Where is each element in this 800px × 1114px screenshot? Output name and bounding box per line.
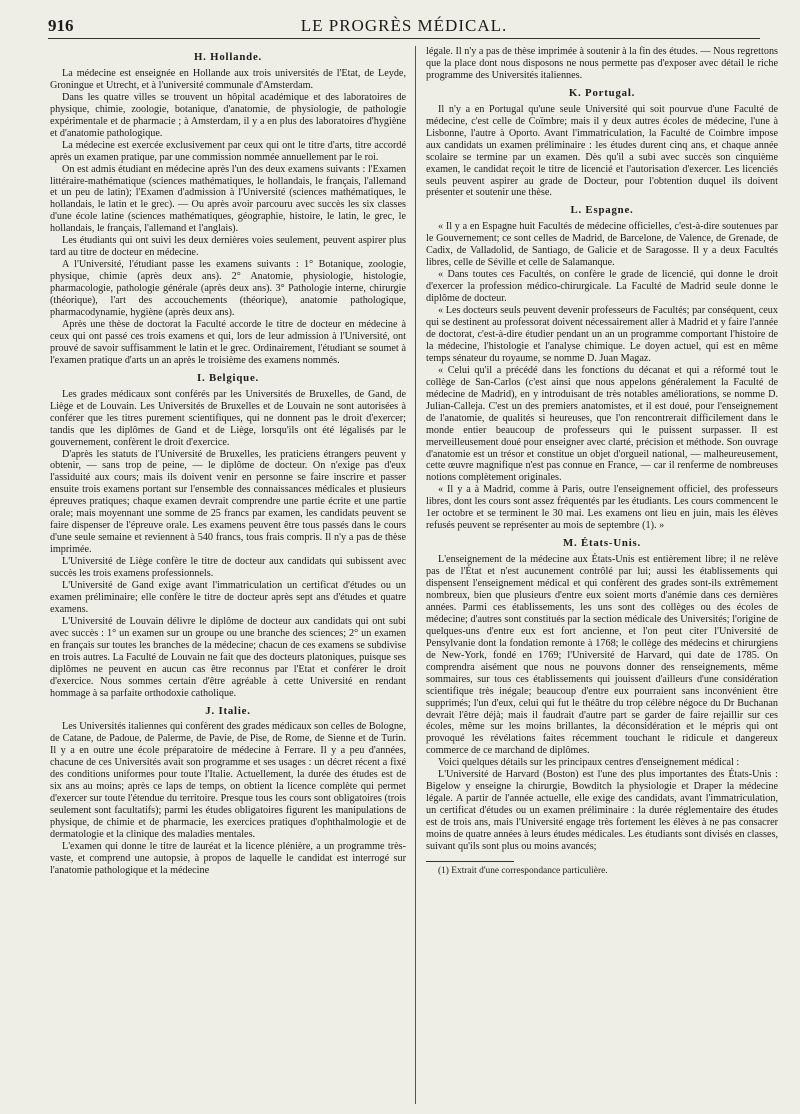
- paragraph: « Il y a à Madrid, comme à Paris, outre l'enseignement officiel, des professeurs libres, dont les cours sont assez fréquentés par les étudiants. Les cours commencent le 1er octobre et se terminent le 30 mai. Les examens ont lieu en juin, mais les élèves refusés peuvent se représenter au mois de septembre (1). »: [426, 484, 778, 532]
- paragraph: L'Université de Liège confère le titre de docteur aux candidats qui subissent avec succès les trois examens professionnels.: [50, 556, 406, 580]
- paragraph: L'enseignement de la médecine aux États-Unis est entièrement libre; il ne relève pas de l'État et n'est aucunement contrôlé par lui; aussi les établissements qui dispensent l'enseignement médical et qui confèrent des grades sont-ils extrêmement nombreux, bien que plusieurs d'entre eux soient morts d'anémie dans ces dernières années. Parmi ces établissements, les uns sont des collèges ou des écoles de médecine; d'autres sont constitués par la section médicale des Universités; l'origine de quelques-uns d'entre eux est fort ancienne, et l'on peut citer l'Université de Pensylvanie dont la fondation remonte à 1768; le collège des médecins et chirurgiens de New-York, fondé en 1769; l'Université de Harvard, qui date de 1785. On comprendra aisément que nous ne pouvons donner des renseignements, même sommaires, sur tous ces établissements qui jouissent d'ailleurs d'une considération scientifique très inégale; beaucoup d'entre eux pourraient sans inconvénient être supprimés; l'un d'eux, celui qui fut le théâtre du trop célèbre négoce du Dr Buchanan devrait l'être déjà; mais il faudrait d'autre part se garder de faire rejaillir sur ces écoles, même sur les moins brillantes, la déconsidération et le mépris qui ont provoqué les révélations faites récemment touchant le ridicule et dangereux commerce de ce marchand de diplômes.: [426, 554, 778, 757]
- paragraph: Après une thèse de doctorat la Faculté accorde le titre de docteur en médecine à ceux qui ont passé ces trois examens et qui, lors de leur admission à l'Université, ont prouvé de savoir suffisamment le latin et le grec. Ordinairement, l'étudiant se soumet à l'examen pratique d'arts un an après le troisième des examens nommés.: [50, 318, 406, 366]
- paragraph: La médecine est exercée exclusivement par ceux qui ont le titre d'arts, titre accordé après un examen pratique, par une commission nommée annuellement par le roi.: [50, 139, 406, 163]
- paragraph: Il n'y a en Portugal qu'une seule Université qui soit pourvue d'une Faculté de médecine, c'est celle de Coïmbre; mais il y deux autres écoles de médecine, l'une à Lisbonne, l'autre à Oporto. Avant l'immatriculation, la Faculté de Coimbre impose aux candidats un examen préliminaire : les études durent cinq ans, et chaque année scolaire se termine par un examen. Dès qu'il a subi avec succès son cinquième examen, le candidat reçoit le titre de licencié et l'autorisation d'exercer. Les licenciés seuls peuvent aspirer au grade de Docteur, pour l'obtention duquel ils doivent présenter et soutenir une thèse.: [426, 103, 778, 199]
- paragraph: « Celui qu'il a précédé dans les fonctions du décanat et qui a réformé tout le collège de San-Carlos (c'est ainsi que nous appelons généralement la Faculté de médecine de Madrid), en y introduisant de très notables améliorations, se nomme D. Julian-Calleja. C'est un des premiers anatomistes, et il est doué, pour l'enseignement de l'anatomie, de qualités si heureuses, que l'on rencontrerait difficilement dans le monde entier beaucoup de professeurs qui le puissent surpasser. Il est merveilleusement doué pour enseigner avec clarté, précision et méthode. Son ouvrage d'anatomie est un trésor et constitue un objet d'orgueil national, — malheureusement, cette œuvre magnifique n'est pas connue en France, — car il renferme de nombreuses notions complètement originales.: [426, 364, 778, 484]
- paragraph: L'examen qui donne le titre de lauréat et la licence plénière, a un programme très-vaste, et comprend une autopsie, à propos de laquelle le candidat est interrogé sur l'anatomie pathologique et la médecine: [50, 841, 406, 876]
- paragraph: « Dans toutes ces Facultés, on confère le grade de licencié, qui donne le droit d'exercer la profession médico-chirurgicale. La Faculté de Madrid seule donne le diplôme de docteur.: [426, 269, 778, 305]
- paragraph: « Il y a en Espagne huit Facultés de médecine officielles, c'est-à-dire soutenues par le Gouvernement; ce sont celles de Madrid, de Barcelone, de Valence, de Grenade, de Cadix, de Valladolid, de Santiago, de Galicie et de Saragosse. Il y a deux Facultés libres, celle de Séville et celle de Salamanque.: [426, 221, 778, 269]
- section-heading: I. Belgique.: [196, 371, 260, 384]
- paragraph: L'Université de Louvain délivre le diplôme de docteur aux candidats qui ont subi avec succès : 1° un examen sur un groupe ou une branche des sciences; 2° un examen en français sur toutes les branches de la médecine; chacun de ces examens se subdivise en trois autres. La Faculté de Louvain ne fait que des docteurs platoniques, puisque ses diplômes ne peuvent en aucun cas être reconnus par l'Etat et conférer le droit d'exercice. Nous sommes certain d'être agréable à cette Université en rendant hommage à sa parfaite orthodoxie catholique.: [50, 615, 406, 699]
- continued-paragraph: légale. Il n'y a pas de thèse imprimée à soutenir à la fin des études. — Nous regrettons que la place dont nous disposons ne nous permette pas d'exposer avec détail le riche programme des Universités italiennes.: [426, 46, 778, 81]
- paragraph: La médecine est enseignée en Hollande aux trois universités de l'Etat, de Leyde, Groningue et Utrecht, et à l'université communale d'Amsterdam.: [50, 67, 406, 91]
- paragraph: D'après les statuts de l'Université de Bruxelles, les praticiens étrangers peuvent y obtenir, — sans trop de peine, — le diplôme de docteur. On n'exige pas d'eux l'assiduité aux cours; mais ils doivent venir en personne se faire inscrire et passer ensuite trois examens portant sur l'ensemble des connaissances médicales et plusieurs épreuves pratiques; chaque examen devrait comprendre une partie écrite et une partie orale; mais moyennant une somme de 25 francs par examen, les candidats peuvent se faire dispenser de l'épreuve orale. Les examens peuvent être tous passés dans le cours d'une seule semaine et reviennent à 540 francs, tous frais compris. Il n'y a pas de thèse imprimée.: [50, 448, 406, 556]
- paragraph: Dans les quatre villes se trouvent un hôpital académique et des laboratoires de physique, chimie, zoologie, botanique, d'anatomie, de physiologie, de pathologie expérimentale et de pharmacie ; à Amsterdam, il y a en plus des laboratoires d'hygiène et d'anatomie pathologique.: [50, 91, 406, 139]
- footnote: (1) Extrait d'une correspondance particulière.: [438, 865, 608, 876]
- paragraph: On est admis étudiant en médecine après l'un des deux examens suivants : l'Examen littéraire-mathématique (sciences mathématiques, le hollandais, le français, l'allemand et un peu de latin); l'Examen d'admission à l'Université (sciences mathématiques, le hollandais, le latin et le grec). — Ou après avoir parcouru avec succès les six classes d'une école latine (sciences mathématiques, géographie, histoire, le latin, le grec, le hollandais, le français, l'allemand et l'anglais).: [50, 163, 406, 235]
- section-heading: H. Hollande.: [193, 51, 263, 63]
- paragraph: « Les docteurs seuls peuvent devenir professeurs de Facultés; par conséquent, ceux qui se destinent au professorat doivent nécessairement aller à Madrid et y faire l'année de doctorat, c'est-à-dire étudier pendant un an un programme comportant l'histoire de la médecine, l'histologie et l'analyse chimique. Le doyen actuel, qui est en même temps sénateur du royaume, se nomme D. Juan Magaz.: [426, 305, 778, 364]
- paragraph: L'Université de Harvard (Boston) est l'une des plus importantes des États-Unis : Bigelow y enseigne la chirurgie, Bowditch la physiologie et Draper la médecine légale. A partir de l'année actuelle, elle exige des candidats, avant l'immatriculation, un certificat d'études ou un examen préliminaire : la durée réglementaire des études est de trois ans, mais l'Université engage très fortement les élèves à ne pas consacrer moins de quatre années à leurs études médicales. Les étudiants sont divisés en classes, suivant qu'ils sont plus ou moins avancés;: [426, 769, 778, 852]
- section-heading: L. Espagne.: [570, 204, 634, 217]
- left-column: [50, 46, 406, 1106]
- running-title: LE PROGRÈS MÉDICAL.: [300, 16, 508, 35]
- section-heading: M. États-Unis.: [562, 537, 642, 550]
- footnote-rule: [426, 861, 514, 862]
- paragraph: Voici quelques détails sur les principaux centres d'enseignement médical :: [438, 757, 740, 769]
- paragraph: Les Universités italiennes qui confèrent des grades médicaux son celles de Bologne, de Catane, de Padoue, de Palerme, de Pavie, de Pise, de Rome, de Sienne et de Turin. Il y a en outre une école préparatoire de médecine à Ferrare. Il y a peu d'années, chacune de ces Universités avait son programme et ses usages : un décret récent a fixé des conditions uniformes pour toute l'Italie. Actuellement, la durée des études est de six ans au moins; après ce laps de temps, on obtient la licence complète qui permet d'exercer sur toute l'étendue du territoire. Presque tous les cours sont obligatoires (trois seulement sont facultatifs); parmi les études obligatoires figurent les manipulations de physique, de chimie et de pharmacie, les exercices pratiques d'ophthalmologie et de dermatologie et la clinique des maladies mentales.: [50, 721, 406, 841]
- paragraph: Les grades médicaux sont conférés par les Universités de Bruxelles, de Gand, de Liège et de Louvain. Les Universités de Bruxelles et de Louvain ne sont autorisées à conférer que les titres purement scientifiques, qui ne donnent pas le droit d'exercer; tandis que les diplômes de Gand et de Liège, lorsqu'ils ont été légalisés par le gouvernement, confèrent le droit d'exercice.: [50, 388, 406, 448]
- paragraph: A l'Université, l'étudiant passe les examens suivants : 1° Botanique, zoologie, physique, chimie (après deux ans). 2° Anatomie, physiologie, histologie, pharmacologie, pathologie générale (après deux ans). 3° Pathologie interne, chirurgie (théorique), l'art des accouchements (théorique), anatomie pathologique, pharmacodynamie, hygiène (après deux ans).: [50, 259, 406, 319]
- page-header: [48, 14, 760, 39]
- column-divider: [415, 46, 416, 1104]
- section-heading: J. Italie.: [205, 704, 251, 717]
- right-column: [426, 46, 778, 1106]
- paragraph: L'Université de Gand exige avant l'immatriculation un certificat d'études ou un examen préliminaire; elle confère le titre de docteur après sept ans d'études et quatre examens.: [50, 579, 406, 615]
- page-number: 916: [48, 16, 74, 35]
- paragraph: Les étudiants qui ont suivi les deux dernières voies seulement, peuvent aspirer plus tard au titre de docteur en médecine.: [50, 235, 406, 259]
- section-heading: K. Portugal.: [568, 86, 636, 99]
